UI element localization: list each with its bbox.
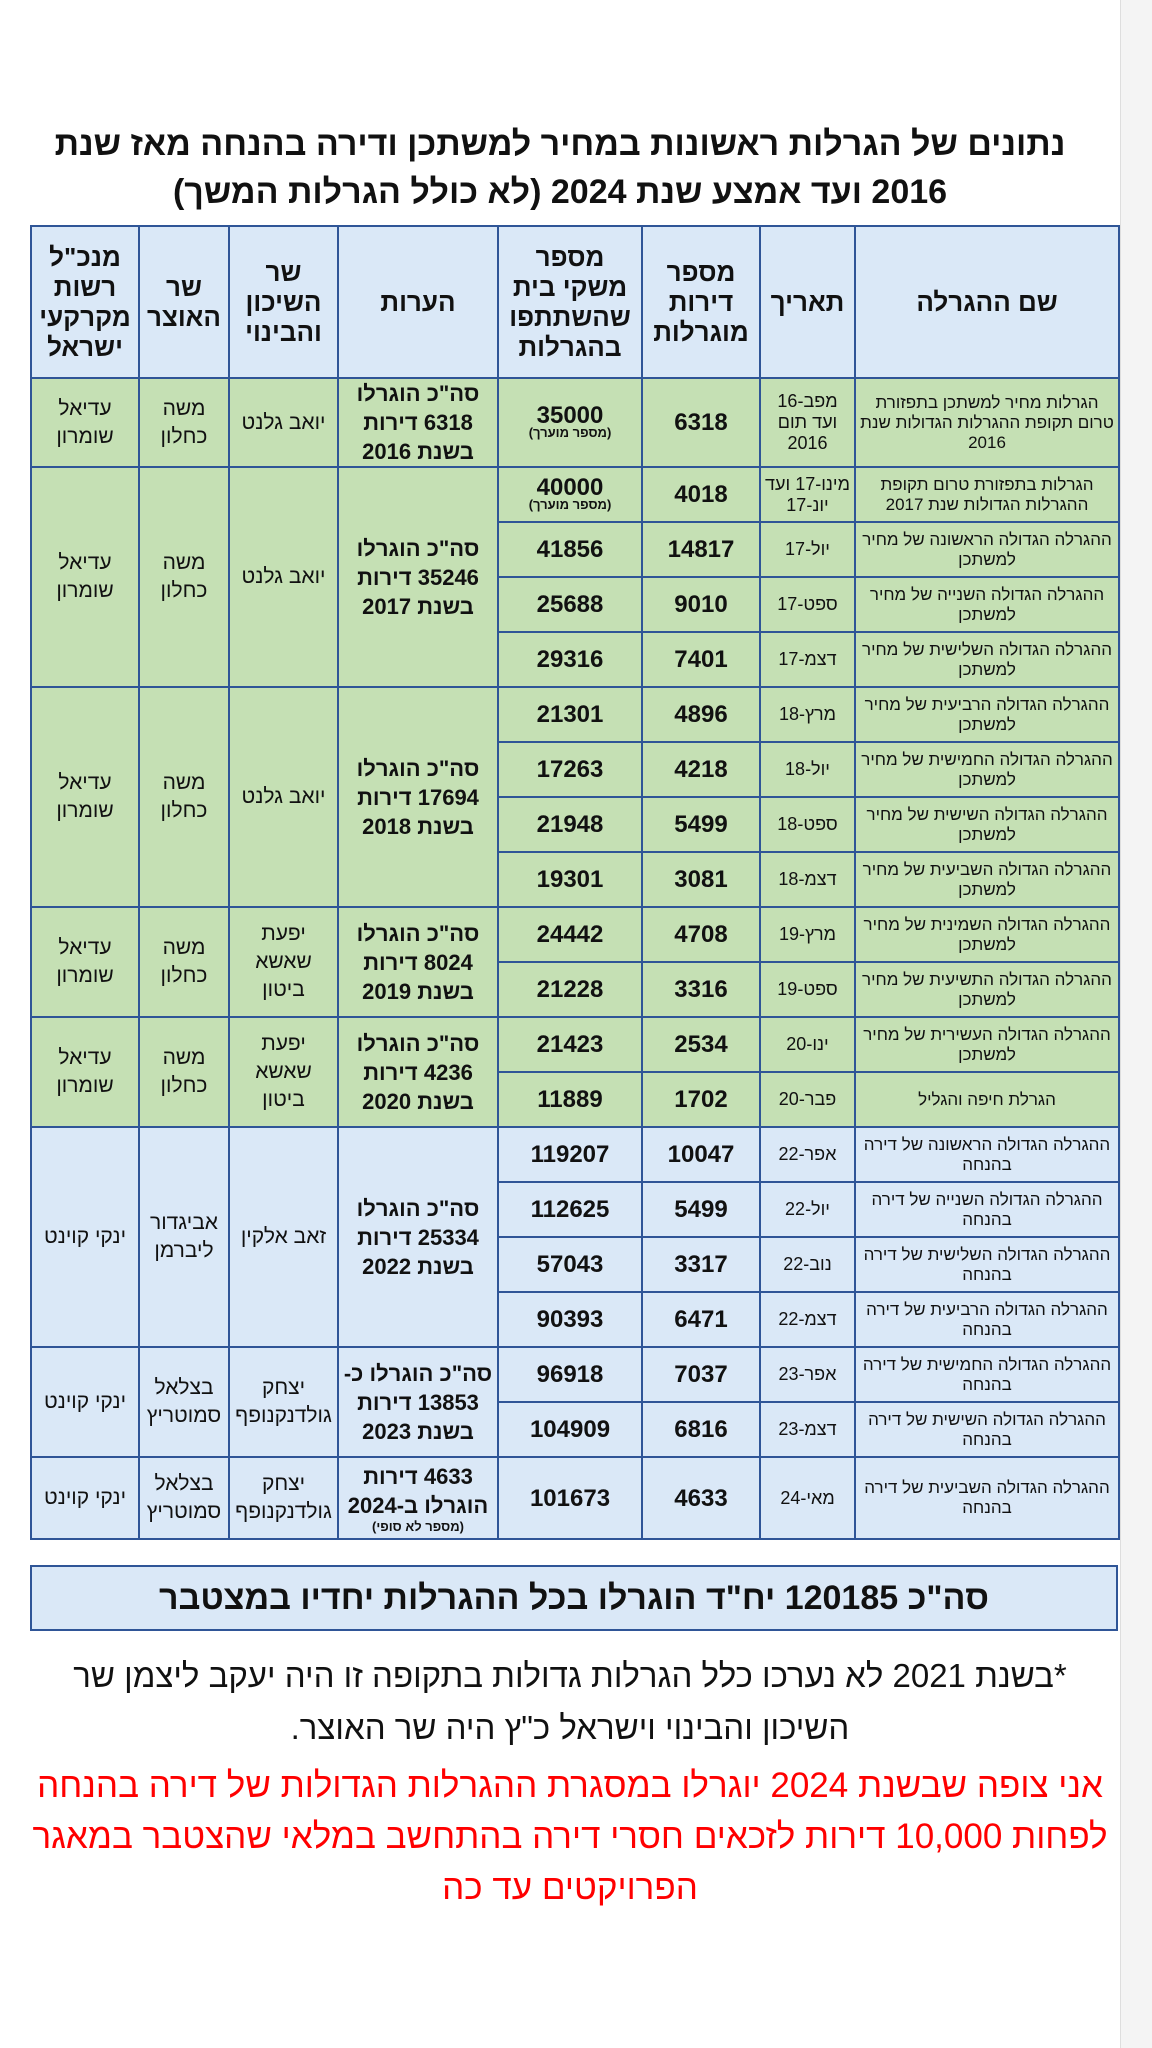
- lottery-name: ההגרלה הגדולה הרביעית של דירה בהנחה: [855, 1292, 1119, 1347]
- finance-minister: אביגדור ליברמן: [139, 1127, 229, 1347]
- year-summary-note: סה"כ הוגרלו 6318 דירות בשנת 2016: [338, 378, 498, 467]
- lottery-date: מאי-24: [760, 1457, 855, 1539]
- ila-director: עדיאל שומרון: [31, 687, 139, 907]
- lottery-date: יול-17: [760, 522, 855, 577]
- apartments-count: 6471: [642, 1292, 760, 1347]
- table-row: [31, 1017, 1119, 1072]
- apartments-count: 7037: [642, 1347, 760, 1402]
- apartments-count: 5499: [642, 1182, 760, 1237]
- households-count: 21948: [498, 797, 642, 852]
- housing-minister: זאב אלקין: [229, 1127, 338, 1347]
- header-housing-minister: שר השיכון והבינוי: [229, 226, 338, 378]
- apartments-count: 3081: [642, 852, 760, 907]
- apartments-count: 5499: [642, 797, 760, 852]
- year-summary-note: סה"כ הוגרלו 35246 דירות בשנת 2017: [338, 467, 498, 687]
- ila-director: עדיאל שומרון: [31, 1017, 139, 1127]
- ila-director: ינקי קוינט: [31, 1457, 139, 1539]
- lottery-date: אפר-22: [760, 1127, 855, 1182]
- lottery-name: ההגרלה הגדולה השביעית של מחיר למשתכן: [855, 852, 1119, 907]
- lottery-date: אפר-23: [760, 1347, 855, 1402]
- households-estimate-note: (מספר מוערך): [528, 425, 612, 440]
- lottery-name: ההגרלה הגדולה השנייה של דירה בהנחה: [855, 1182, 1119, 1237]
- apartments-count: 9010: [642, 577, 760, 632]
- lottery-name: ההגרלה הגדולה השלישית של מחיר למשתכן: [855, 632, 1119, 687]
- households-count: [498, 467, 642, 522]
- apartments-count: 4896: [642, 687, 760, 742]
- ila-director: עדיאל שומרון: [31, 907, 139, 1017]
- households-count: 11889: [498, 1072, 642, 1127]
- apartments-count: 4633: [642, 1457, 760, 1539]
- lottery-name: ההגרלה הגדולה הרביעית של מחיר למשתכן: [855, 687, 1119, 742]
- lottery-date: ינו-20: [760, 1017, 855, 1072]
- apartments-count: 10047: [642, 1127, 760, 1182]
- finance-minister: בצלאל סמוטריץ: [139, 1347, 229, 1457]
- table-row: [31, 1457, 1119, 1539]
- header-households: מספר משקי בית שהשתתפו בהגרלות: [498, 226, 642, 378]
- finance-minister: משה כחלון: [139, 687, 229, 907]
- lotteries-table: [30, 225, 1120, 1540]
- lottery-name: הגרלת חיפה והגליל: [855, 1072, 1119, 1127]
- ila-director: ינקי קוינט: [31, 1127, 139, 1347]
- households-value: 35000: [536, 402, 604, 429]
- households-count: 17263: [498, 742, 642, 797]
- header-apartments: מספר דירות מוגרלות: [642, 226, 760, 378]
- households-count: 25688: [498, 577, 642, 632]
- header-lottery-name: שם ההגרלה: [855, 226, 1119, 378]
- housing-minister: יצחק גולדנקנופף: [229, 1457, 338, 1539]
- apartments-count: 7401: [642, 632, 760, 687]
- households-count: 119207: [498, 1127, 642, 1182]
- header-finance-minister: שר האוצר: [139, 226, 229, 378]
- year-summary-note: סה"כ הוגרלו כ- 13853 דירות בשנת 2023: [338, 1347, 498, 1457]
- finance-minister: בצלאל סמוטריץ: [139, 1457, 229, 1539]
- apartments-count: 4218: [642, 742, 760, 797]
- lottery-name: הגרלות בתפזורת טרום תקופת ההגרלות הגדולות שנת 2017: [855, 467, 1119, 522]
- finance-minister: משה כחלון: [139, 907, 229, 1017]
- ila-director: עדיאל שומרון: [31, 467, 139, 687]
- apartments-count: 4708: [642, 907, 760, 962]
- housing-minister: יצחק גולדנקנופף: [229, 1347, 338, 1457]
- lottery-name: ההגרלה הגדולה הראשונה של מחיר למשתכן: [855, 522, 1119, 577]
- housing-minister: יואב גלנט: [229, 467, 338, 687]
- apartments-count: 1702: [642, 1072, 760, 1127]
- table-row: [31, 467, 1119, 522]
- lottery-name: ההגרלה הגדולה השלישית של דירה בהנחה: [855, 1237, 1119, 1292]
- table-row: [31, 378, 1119, 467]
- header-row: [31, 226, 1119, 378]
- households-count: 41856: [498, 522, 642, 577]
- apartments-count: 6318: [642, 378, 760, 467]
- households-count: 29316: [498, 632, 642, 687]
- not-final-note: (מספר לא סופי): [372, 1519, 464, 1534]
- apartments-count: 3317: [642, 1237, 760, 1292]
- table-row: [31, 1347, 1119, 1402]
- page-title: נתונים של הגרלות ראשונות במחיר למשתכן ודירה בהנחה מאז שנת 2016 ועד אמצע שנת 2024 (לא כולל הגרלות המשך): [54, 125, 1066, 211]
- lottery-date: דצמ-23: [760, 1402, 855, 1457]
- ila-director: עדיאל שומרון: [31, 378, 139, 467]
- lottery-name: ההגרלה הגדולה השנייה של מחיר למשתכן: [855, 577, 1119, 632]
- lottery-name: ההגרלה הגדולה השמינית של מחיר למשתכן: [855, 907, 1119, 962]
- lottery-name: ההגרלה הגדולה החמישית של דירה בהנחה: [855, 1347, 1119, 1402]
- lottery-date: יול-22: [760, 1182, 855, 1237]
- households-count: [498, 378, 642, 467]
- households-count: 19301: [498, 852, 642, 907]
- lottery-date: פבר-20: [760, 1072, 855, 1127]
- finance-minister: משה כחלון: [139, 378, 229, 467]
- lottery-name: הגרלות מחיר למשתכן בתפזורת טרום תקופת ההגרלות הגדולות שנת 2016: [855, 378, 1119, 467]
- forecast-note: אני צופה שבשנת 2024 יוגרלו במסגרת ההגרלות הגדולות של דירה בהנחה לפחות 10,000 דירות לזכאים חסרי דירה בהתחשב במלאי שהצטבר במאגר הפרויקטים עד כה: [32, 1766, 1108, 1907]
- year-summary-note: סה"כ הוגרלו 17694 דירות בשנת 2018: [338, 687, 498, 907]
- apartments-count: 4018: [642, 467, 760, 522]
- year-summary-note: סה"כ הוגרלו 25334 דירות בשנת 2022: [338, 1127, 498, 1347]
- households-count: 112625: [498, 1182, 642, 1237]
- year-summary-note: [338, 1457, 498, 1539]
- table-row: [31, 687, 1119, 742]
- households-count: 104909: [498, 1402, 642, 1457]
- lottery-date: ספט-17: [760, 577, 855, 632]
- lottery-date: יול-18: [760, 742, 855, 797]
- ila-director: ינקי קוינט: [31, 1347, 139, 1457]
- households-value: 40000: [536, 474, 604, 501]
- lottery-name: ההגרלה הגדולה הראשונה של דירה בהנחה: [855, 1127, 1119, 1182]
- households-count: 24442: [498, 907, 642, 962]
- lottery-date: מפב-16 ועד תום 2016: [760, 378, 855, 467]
- finance-minister: משה כחלון: [139, 467, 229, 687]
- header-date: תאריך: [760, 226, 855, 378]
- housing-minister: יואב גלנט: [229, 378, 338, 467]
- lottery-date: מרץ-18: [760, 687, 855, 742]
- footnote-2021: *בשנת 2021 לא נערכו כלל הגרלות גדולות בתקופה זו היה יעקב ליצמן שר השיכון והבינוי וישראל כ"ץ היה שר האוצר.: [73, 1657, 1067, 1746]
- cumulative-total: סה"כ 120185 יח"ד הוגרלו בכל ההגרלות יחדיו במצטבר: [30, 1565, 1118, 1631]
- lottery-date: ספט-18: [760, 797, 855, 852]
- households-count: 21301: [498, 687, 642, 742]
- table-row: [31, 907, 1119, 962]
- lottery-date: דצמ-18: [760, 852, 855, 907]
- apartments-count: 6816: [642, 1402, 760, 1457]
- households-count: 101673: [498, 1457, 642, 1539]
- header-ila-director: מנכ"ל רשות מקרקעי ישראל: [31, 226, 139, 378]
- lottery-name: ההגרלה הגדולה התשיעית של מחיר למשתכן: [855, 962, 1119, 1017]
- lottery-date: דצמ-17: [760, 632, 855, 687]
- households-count: 21228: [498, 962, 642, 1017]
- lottery-name: ההגרלה הגדולה השביעית של דירה בהנחה: [855, 1457, 1119, 1539]
- housing-minister: יואב גלנט: [229, 687, 338, 907]
- households-count: 90393: [498, 1292, 642, 1347]
- lottery-date: מינו-17 ועד יונ-17: [760, 467, 855, 522]
- apartments-count: 2534: [642, 1017, 760, 1072]
- households-count: 96918: [498, 1347, 642, 1402]
- housing-minister: יפעת שאשא ביטון: [229, 907, 338, 1017]
- lottery-name: ההגרלה הגדולה העשירית של מחיר למשתכן: [855, 1017, 1119, 1072]
- lottery-date: דצמ-22: [760, 1292, 855, 1347]
- table-row: [31, 1127, 1119, 1182]
- finance-minister: משה כחלון: [139, 1017, 229, 1127]
- households-count: 57043: [498, 1237, 642, 1292]
- year-summary-note: סה"כ הוגרלו 8024 דירות בשנת 2019: [338, 907, 498, 1017]
- lottery-name: ההגרלה הגדולה השישית של מחיר למשתכן: [855, 797, 1119, 852]
- lottery-date: מרץ-19: [760, 907, 855, 962]
- lottery-date: ספט-19: [760, 962, 855, 1017]
- page-edge: [1120, 0, 1152, 2048]
- apartments-count: 14817: [642, 522, 760, 577]
- lottery-date: נוב-22: [760, 1237, 855, 1292]
- header-notes: הערות: [338, 226, 498, 378]
- households-estimate-note: (מספר מוערך): [528, 497, 612, 512]
- year-summary-note: סה"כ הוגרלו 4236 דירות בשנת 2020: [338, 1017, 498, 1127]
- year-summary-text: 4633 דירות הוגרלו ב-2024: [347, 1464, 489, 1518]
- lottery-name: ההגרלה הגדולה החמישית של מחיר למשתכן: [855, 742, 1119, 797]
- housing-minister: יפעת שאשא ביטון: [229, 1017, 338, 1127]
- lottery-name: ההגרלה הגדולה השישית של דירה בהנחה: [855, 1402, 1119, 1457]
- households-count: 21423: [498, 1017, 642, 1072]
- apartments-count: 3316: [642, 962, 760, 1017]
